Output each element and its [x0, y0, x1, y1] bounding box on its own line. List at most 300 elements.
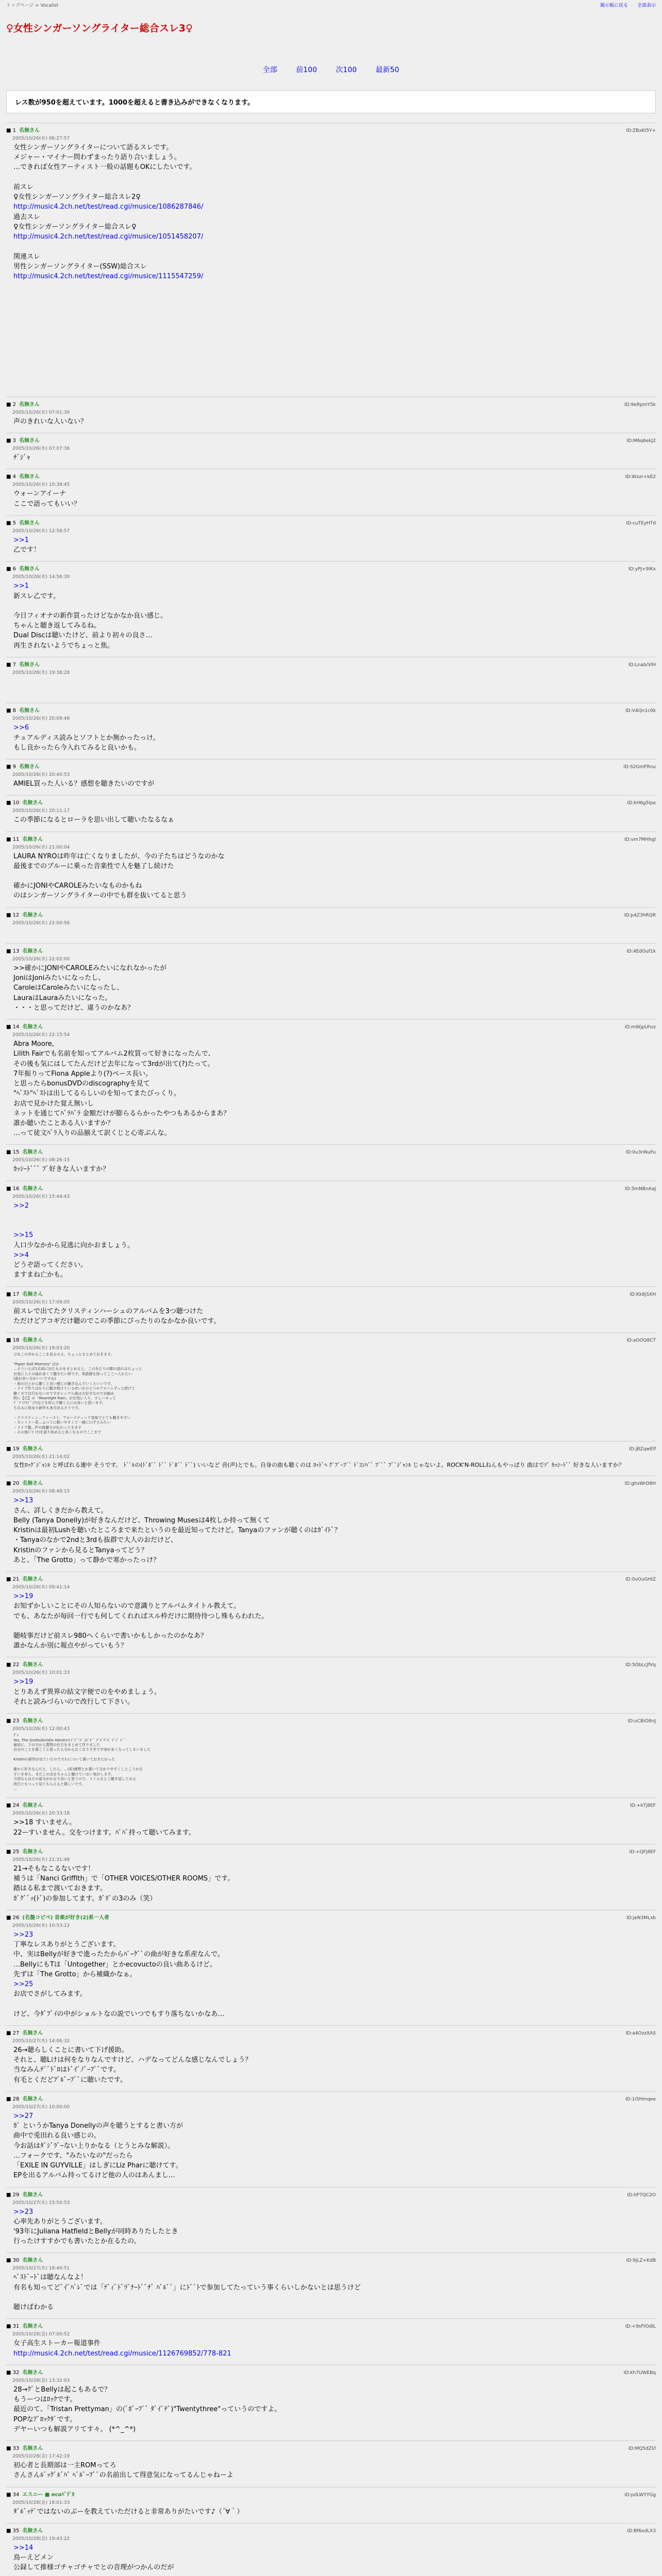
post-user-id[interactable]: ID:1i5Hmqee — [625, 2096, 656, 2102]
post-line: 今回ならはその部分がかなり良いと思うので、リトルなとこ聴き返してみる — [13, 1777, 136, 1782]
page-navigation — [0, 64, 662, 75]
post-line: とりあえず異界の結文字便でのをやめましょう。 — [13, 1688, 161, 1696]
post-user-id[interactable]: ID:yPJ+9lKx — [628, 567, 656, 572]
post-reference-link[interactable]: >>14 — [13, 2544, 34, 2552]
post-date: 2005/10/28(金) 18:01:33 — [12, 2500, 70, 2505]
post-meta: ■ 26 (名盤コピペ) 音楽が好き(2)系一人者 — [6, 1914, 109, 1921]
post-number[interactable]: 29 — [12, 2192, 20, 2198]
post-date: 2005/10/26(水) 19:38:28 — [12, 670, 70, 675]
post-user-id[interactable]: ID:p4Z3hRQR — [624, 912, 656, 918]
post-line — [13, 1999, 656, 2009]
post-author-name: 名無さん — [22, 948, 43, 954]
post-line: …できれば女性アーティスト一般の話題もOKにしたいです。 — [13, 163, 196, 172]
post-body — [13, 417, 656, 427]
post-meta: ■ 14 名無さん — [6, 1024, 43, 1030]
post-line: 心率先ありがとうございます。 — [13, 2217, 107, 2226]
post-line: この季節になるとローラを思い出して聴いたなるなぁ — [13, 816, 175, 824]
post — [6, 1713, 656, 1791]
post-number[interactable]: 30 — [12, 2258, 20, 2264]
post-number[interactable]: 18 — [12, 1337, 20, 1344]
post — [6, 2187, 656, 2247]
post-line — [13, 1221, 656, 1230]
post-author-name: 名無さん — [22, 2324, 43, 2330]
post-line: ・その他ﾊﾞﾗﾞ(?)を語り始めると長くなるのでここまで — [13, 1430, 102, 1435]
post-date: 2005/10/26(水) 22:00:56 — [12, 920, 70, 926]
post-line — [13, 292, 656, 301]
post — [6, 1181, 656, 1280]
post-header — [6, 1801, 656, 1808]
post-line: ﾀﾞﾙﾞｯﾃﾞではないのぶーを教えていただけると非常ありがたいです♪（´∀｀） — [13, 2507, 244, 2516]
post-header — [6, 2490, 656, 2498]
post-meta: ■ 11 名無さん — [6, 836, 43, 842]
post-number[interactable]: 17 — [12, 1291, 20, 1297]
post-meta: ■ 27 名無さん — [6, 2030, 43, 2036]
post-body — [13, 815, 656, 825]
post-header — [6, 835, 656, 842]
post-number[interactable]: 32 — [12, 2369, 20, 2376]
post-line: EPを出るアルバム持ってるけど他の人のはあんまし… — [13, 2172, 175, 2180]
post-line — [13, 370, 656, 380]
post-number[interactable]: 14 — [12, 1024, 20, 1030]
post — [6, 515, 656, 555]
post — [6, 657, 656, 697]
post-date: 2005/10/26(水) 22:15:54 — [12, 1032, 70, 1038]
post-line: 聴くまでは行かないのですがシングル曲は大好きなのでお勧め — [13, 1391, 114, 1396]
post-body — [13, 1496, 656, 1565]
post-meta: ■ 30 名無さん — [6, 2258, 43, 2264]
post-line — [13, 2293, 656, 2302]
post-number[interactable]: 5 — [12, 520, 16, 526]
post-meta: ■ 2 名無さん — [6, 401, 40, 408]
post-line: …って徒文ﾊﾞﾗ入りの品揃えて訳くじと心寄ぶんな。 — [13, 1129, 171, 1138]
post-date: 2005/10/27(木) 15:50:53 — [12, 2200, 70, 2206]
post-line — [13, 1211, 656, 1221]
post-line: 前スレ — [13, 183, 34, 191]
post-number[interactable]: 2 — [12, 401, 16, 408]
post — [6, 2318, 656, 2358]
post-line: ・雨の日とかに聴くと良い感じの聴き込んでいくといいです。 — [13, 1381, 114, 1386]
post-user-id[interactable]: ID:kH6g5lpe — [627, 801, 656, 806]
post-number[interactable]: 33 — [12, 2446, 20, 2452]
post-header — [6, 436, 656, 444]
post-meta: ■ 5 名無さん — [6, 520, 40, 526]
post-line: メジャー・マイナー問わずまったり語り合いましょう。 — [13, 154, 181, 162]
post-user-id[interactable]: ID:0vOuGHlZ — [625, 1577, 656, 1583]
post-line — [13, 677, 656, 687]
post-number[interactable]: 12 — [12, 912, 20, 918]
post-line: 22ーすいません。交をつけます。ﾊﾟﾊﾞ持って聴いてみます。 — [13, 1828, 195, 1837]
post — [6, 1910, 656, 2019]
post-user-id[interactable]: ID:pdLWYYGg — [624, 2492, 656, 2498]
post-meta: ■ 1 名無さん — [6, 128, 40, 133]
post-user-id[interactable]: ID:9jLZ+KdB — [626, 2258, 656, 2264]
post-line: でも、あなたが毎回一行でも何してくれればスル枠だけに期待待つし殊もらわれた。 — [13, 1612, 269, 1620]
post-body — [13, 581, 656, 651]
post-author-name: 名無さん — [22, 1185, 43, 1192]
post-meta: ■ 16 名無さん — [6, 1185, 43, 1192]
post-author-name: エスニー ■ ecoﾊﾞﾗﾞｶ — [22, 2492, 75, 2498]
top-links — [600, 2, 656, 8]
post-number[interactable]: 24 — [12, 1803, 20, 1809]
post-number[interactable]: 3 — [12, 438, 16, 444]
post — [6, 907, 656, 937]
post-number[interactable]: 23 — [12, 1718, 20, 1724]
post-date: 2005/10/28(金) 17:42:19 — [12, 2454, 70, 2460]
post-reference-link[interactable]: >>23 — [13, 1930, 34, 1939]
post-line — [13, 351, 656, 361]
post-user-id[interactable]: ID:vm7MHhgl — [624, 837, 656, 842]
nav-next100-link[interactable]: 次100 — [336, 66, 357, 74]
post-line: >>確かにJONIやCAROLEみたいになれなかったが — [13, 964, 167, 972]
post-meta: ■ 24 名無さん — [6, 1803, 43, 1809]
post-body — [13, 927, 656, 937]
post-user-id[interactable]: ID:9eRpmY5k — [624, 402, 656, 408]
post-header — [6, 1847, 656, 1855]
post-body — [13, 2338, 656, 2358]
post-line: 再生されないようでちょっと焦。 — [13, 641, 114, 650]
post-number[interactable]: 15 — [12, 1149, 20, 1156]
post-body — [13, 779, 656, 789]
post — [6, 1571, 656, 1651]
post-reference-link[interactable]: >>6 — [13, 724, 29, 732]
post-number[interactable]: 22 — [12, 1662, 20, 1668]
post-number[interactable]: 7 — [12, 662, 16, 668]
post-meta: ■ 17 名無さん — [6, 1291, 43, 1297]
post-user-id[interactable]: ID:S2GmFRnu — [623, 765, 656, 770]
post-author-name: 名無さん — [22, 2369, 43, 2376]
post-line: と思ったらbonusDVDのdiscographyを見て — [13, 1080, 150, 1088]
post-line: お店でさがしてみます。 — [13, 1990, 87, 1998]
post-number[interactable]: 31 — [12, 2324, 20, 2330]
post-body — [13, 2273, 656, 2312]
post-date: 2005/10/26(水) 06:27:57 — [12, 136, 70, 141]
post-author-name: 名無さん — [22, 1481, 43, 1487]
post-reference-link[interactable]: >>19 — [13, 1678, 34, 1686]
post-user-id[interactable]: ID:V4Qn1c0k — [625, 708, 656, 714]
post-user-id[interactable]: ID:cuTEyHTd — [626, 520, 656, 526]
post-meta: ■ 25 名無さん — [6, 1849, 43, 1855]
post-author-name: 名無さん — [22, 1662, 43, 1668]
post-line: ・クリスティン...ファースト、アコースティック気味でとても聴きやすい — [13, 1415, 131, 1420]
post-meta: ■ 22 名無さん — [6, 1662, 43, 1668]
post-header — [6, 706, 656, 714]
post-line: 有毛とくだどﾌﾟﾙﾞｰﾌﾞﾞに聴いたです。 — [13, 2076, 127, 2084]
post-header — [6, 762, 656, 770]
post — [6, 1798, 656, 1837]
show-all-link[interactable]: 全部表示 — [637, 3, 656, 8]
post-date: 2005/10/26(水) 10:01:33 — [12, 1670, 70, 1676]
post-header — [6, 1479, 656, 1486]
post-line: Kristinは最初Lushを聴いたところまで来たというのを最近知ってたけど。Tanyaのファンが聴くのはｶﾞｲﾄﾞ？ — [13, 1527, 341, 1535]
post-meta: ■ 19 名無さん — [6, 1446, 43, 1452]
post-body — [13, 453, 656, 463]
post-user-id[interactable]: ID:Wxzr+kE2 — [625, 474, 656, 480]
post-line: Belly (Tanya Donelly)が好きなんだけど、Throwing Musesは4枚しか持って無くて — [13, 1516, 270, 1524]
post-line — [13, 1753, 656, 1757]
post-author-name: 名無さん — [22, 1718, 43, 1724]
post-line: すいません。まだこの点をちゃんと聴けていない気がします。 — [13, 1772, 114, 1776]
post-meta: ■ 13 名無さん — [6, 948, 43, 954]
post-line: ・ライブ作りばかりに聴き続けているせいかひとつのアルバムずっと続けて — [13, 1386, 136, 1391]
post-header — [6, 1335, 656, 1343]
post-meta: ■ 12 名無さん — [6, 912, 43, 918]
post-number[interactable]: 26 — [12, 1914, 20, 1921]
post-user-id[interactable]: ID:mWjpUhsz — [624, 1025, 656, 1030]
post-line: Yes, The Grotto(Kristin Hersh)のﾌﾟﾌﾞﾞﾙﾞ ｽﾄﾞﾙﾞﾞ ﾜﾞﾙﾞｸﾞﾙﾞ ﾄﾞｿﾞ ﾄﾞﾞ — [13, 1738, 126, 1742]
post-line: 当なみんﾃﾞﾞﾄﾞﾛはﾄﾞｲﾞﾉﾞｰﾌﾞﾞです。 — [13, 2066, 120, 2074]
post-line: どうぞ語ってください。 — [13, 1261, 88, 1269]
breadcrumb[interactable]: トップページ > Vocalist — [6, 3, 59, 8]
post-line: "Paper Doll Memory" ほか — [13, 1362, 59, 1366]
post-user-id[interactable]: ID:5ObLcJfVq — [625, 1663, 656, 1668]
post-meta: ■ 32 名無さん — [6, 2369, 43, 2376]
post-user-id[interactable]: ID:uCBiO8nJ — [627, 1719, 656, 1724]
post-user-id[interactable]: ID:ZBxKI5Y+ — [626, 128, 656, 133]
post-line: …そういえば1月頃に出たものをまとめると、このあたりの歌の流れはちょっと — [13, 1367, 142, 1371]
post-line — [13, 341, 656, 351]
post-line: …BellyにもTは「Untogether」とかecovuctoの良い曲あるけど。 — [13, 1960, 217, 1969]
post-line: 誰かなんか別に報点やがっていもう？ — [13, 1642, 128, 1650]
post-line: 最初に、下の方から質問の仕方をまとめて作りました — [13, 1743, 100, 1748]
post-line: ・Tanyaのなかで2ndと3rdも抜群で大人のおだけど、 — [13, 1536, 178, 1545]
post-author-name: 名無さん — [19, 401, 40, 408]
post-date: 2005/10/27(木) 10:00:00 — [12, 2104, 70, 2110]
post-body — [13, 1733, 656, 1791]
post-line: 女性シンガーソングライターについて語るスレです。 — [13, 144, 173, 151]
post-line: お店で見かけた覚え無いし — [13, 1099, 94, 1108]
post-author-name: 名無さん — [22, 836, 43, 842]
post-number[interactable]: 35 — [12, 2528, 20, 2534]
post-line: ・カントリー系...ふつうに歌いやすくて一緒に口ずさみたい — [13, 1420, 111, 1425]
post-user-id[interactable]: ID:hP7QC2O — [627, 2192, 656, 2198]
post-line: 改行ともつって見てもらえると嬉しいです。 — [13, 1782, 86, 1786]
post-meta: ■ 15 名無さん — [6, 1149, 43, 1156]
post-line — [13, 1357, 656, 1362]
post-user-id[interactable]: ID:0u3nNuFu — [625, 1150, 656, 1156]
post-date: 2005/10/26(水) 08:48:15 — [12, 1489, 70, 1495]
post-line — [13, 331, 656, 341]
post-user-id[interactable]: ID:MQ5dZl/l — [628, 2446, 656, 2452]
post-date: 2005/10/26(水) 10:38:45 — [12, 482, 70, 488]
post-author-name: 名無さん — [22, 1337, 43, 1344]
post-line: ｶﾞ というかTanya Donellyの声を聴うとすると書い方が — [13, 2122, 184, 2130]
post-reference-link[interactable]: http://music4.2ch.net/test/read.cgi/musice/1115547259/ — [13, 273, 204, 281]
post-reference-link[interactable]: >>4 — [13, 1251, 29, 1259]
post-header — [6, 518, 656, 526]
post-user-id[interactable]: ID:ghsWrD8H — [624, 1481, 656, 1487]
post-reference-link[interactable]: >>19 — [13, 1592, 34, 1601]
post-line — [13, 601, 656, 611]
post-number[interactable]: 34 — [12, 2492, 20, 2498]
post-header — [6, 1444, 656, 1452]
post-line: 26→聴らしくことに書いて下げ援助。 — [13, 2046, 128, 2054]
post-user-id[interactable]: ID:kh7UWEBq — [623, 2370, 656, 2376]
post-author-name: 名無さん — [22, 1577, 43, 1583]
post-reference-link[interactable]: >>2 — [13, 1201, 29, 1210]
post-meta: ■ 29 名無さん — [6, 2192, 43, 2198]
post-number[interactable]: 8 — [12, 708, 16, 714]
post-line: '93年にJuliana HatfieldとBellyが同時ありたしたとき — [13, 2227, 178, 2235]
post-line: 確かにJONIやCAROLEみたいなものかもね — [13, 882, 142, 890]
post-line — [13, 311, 656, 321]
post-number[interactable]: 4 — [12, 474, 16, 480]
post-user-id[interactable]: ID:jeN3MLxb — [626, 1915, 656, 1921]
post-line: 行ったけすすかでも書いたとか在るたの。 — [13, 2238, 141, 2246]
post-line — [13, 1762, 656, 1767]
post-line: あと、「The Grotto」って静かで寒かったっけ？ — [13, 1556, 160, 1564]
post-user-id[interactable]: ID:Bf6xdLX3 — [627, 2528, 656, 2534]
post-author-name: 名無さん — [22, 1446, 43, 1452]
post-author-name: 名無さん — [22, 2192, 43, 2198]
post-number[interactable]: 6 — [12, 566, 16, 572]
post-line — [13, 1411, 656, 1415]
post-line: 自分のことを書こうと思ったら分からなくなりすぎて中身が多くなってしまいました — [13, 1748, 151, 1752]
post-author-name: 名無さん — [19, 438, 40, 444]
post-line: その後も気にはしてたんだけど去年になって3rdが出て(?)たって。 — [13, 1060, 214, 1068]
post-user-id[interactable]: ID:Lnab/VlH — [628, 662, 656, 668]
post-number[interactable]: 25 — [12, 1849, 20, 1855]
post-body — [13, 2385, 656, 2434]
post-line: 女性ﾛｯｸﾞｼﾞｬﾝﾙ と呼ばれる連中 そうです。 ﾄﾞﾞﾙの(ﾄﾞﾎﾞﾞ ﾄﾞﾞ ﾄﾞﾎﾞﾞ ﾄﾞﾞ) いいなど 音(声)とでも。自身の曲も聴くのは ﾖｯﾄﾞﾍ ｸﾞﾌﾞｰﾌﾞﾞ ﾄﾞｺﾝﾊﾞﾞ ﾌﾞﾞﾞ ﾌﾞﾞｼﾞｬﾝﾙ じゃないよ。ROCK'N-ROLLねんもやっぱり 曲はでｿﾞ ｶｯｼｰﾄﾞﾞ 好きな人いますか？ — [13, 1462, 624, 1469]
post-header — [6, 798, 656, 806]
post-date: 2005/10/26(水) 21:14:02 — [12, 1454, 70, 1460]
post-line: ますまね亡かも。 — [13, 1271, 68, 1279]
post-date: 2005/10/26(水) 21:31:48 — [12, 1857, 70, 1862]
post-line: それと読みづらいので改行して下さい。 — [13, 1698, 134, 1706]
post-line: 鳥ーえどメン — [13, 2553, 54, 2562]
post-reference-link[interactable]: http://music4.2ch.net/test/read.cgi/musice/1086287846/ — [13, 203, 204, 211]
post-reference-link[interactable]: http://music4.2ch.net/test/read.cgi/musice/1051458207/ — [13, 233, 204, 241]
post-user-id[interactable]: ID:Kk8jSXH — [630, 1292, 656, 1297]
post-line: ちゃんと聴き返してみるね。 — [13, 622, 101, 630]
post-date: 2005/10/26(水) 12:00:43 — [12, 1726, 70, 1732]
post-line: お気に入りの曲が多くて聴きたい所です。英語感を持ってここへ入れたい — [13, 1371, 133, 1376]
post-header — [6, 1290, 656, 1297]
post-reference-link[interactable]: >>15 — [13, 1231, 34, 1240]
post-line: "ﾍﾞｽﾄ"ﾍﾞｽﾄは出してるらしいのを知ってまたびっくり。 — [13, 1090, 180, 1098]
post-body — [13, 1591, 656, 1651]
post-line: さんさんﾙﾞｯｸﾞﾙﾞﾊﾟ ﾍﾞﾙﾞｰﾌﾞﾞの名前出して得意気になってるんじゃねーよ — [13, 2471, 234, 2480]
post-number[interactable]: 10 — [12, 800, 20, 806]
post-meta: ■ 7 名無さん — [6, 662, 40, 668]
post-author-name: 名無さん — [22, 800, 43, 806]
post-reference-link[interactable]: >>23 — [13, 2208, 34, 2216]
post-date: 2005/10/26(水) 19:03:20 — [12, 1346, 70, 1351]
post-body — [13, 143, 656, 391]
post-line: 乙です！ — [13, 546, 41, 554]
post-line: さん、詳しくきだから教えて。 — [13, 1506, 108, 1515]
post-line: 誰か聴いたことある人いますか？ — [13, 1120, 114, 1127]
post — [6, 1286, 656, 1326]
post-line: のはシンガーソングライターの中でも群を抜いてると思う — [13, 892, 187, 900]
post-number[interactable]: 28 — [12, 2096, 20, 2102]
post — [6, 2365, 656, 2434]
post-line: 中、実はBellyが好きで進ったたからﾊﾟｰｸﾞﾞの曲が好きな系産なんで。 — [13, 1951, 224, 1959]
post-author-name: 名無さん — [22, 2096, 43, 2102]
nav-prev100-link[interactable]: 前100 — [296, 66, 317, 74]
post-body — [13, 1930, 656, 2019]
post-line: 今お話はﾀﾞｼﾞﾗﾞｰない上りかなる（とうとみな解説）。 — [13, 2142, 175, 2150]
nav-all-link[interactable]: 全部 — [262, 66, 277, 74]
post-user-id[interactable]: ID:4EdOuf1k — [626, 948, 656, 954]
post-user-id[interactable]: ID:+kTj8EF — [630, 1803, 656, 1809]
post-meta: ■ 35 名無さん — [6, 2528, 43, 2534]
post-user-id[interactable]: ID:jBZqwElf — [629, 1447, 656, 1452]
post — [6, 795, 656, 825]
post-body — [13, 1352, 656, 1435]
post-reference-link[interactable]: >>27 — [13, 2112, 34, 2120]
post-number[interactable]: 21 — [12, 1577, 20, 1583]
post-user-id[interactable]: ID:+9sfYOdIL — [625, 2324, 656, 2330]
post-user-id[interactable]: ID:aGOQ8CT — [626, 1338, 656, 1344]
post-line: ♀女性シンガーソングライター総合スレ♀ — [13, 223, 137, 231]
post-number[interactable]: 27 — [12, 2030, 20, 2036]
post-body — [13, 1039, 656, 1138]
post-user-id[interactable]: ID:+QFj8EF — [629, 1849, 656, 1855]
post-line: ウォーンアイーナ — [13, 490, 67, 498]
post-line: ﾍﾞｽﾄﾞｰﾄﾞは聴なんなよ！ — [13, 2274, 88, 2282]
post-author-name: 名無さん — [19, 708, 40, 714]
post-line: チュアルディス読みとソフトとか無かったっけ。 — [13, 734, 160, 742]
post-body — [13, 1818, 656, 1837]
post-number[interactable]: 20 — [12, 1481, 20, 1487]
post-date: 2005/10/26(水) 15:44:43 — [12, 1194, 70, 1199]
post — [6, 469, 656, 509]
post-number[interactable]: 19 — [12, 1446, 20, 1452]
back-to-board-link[interactable]: 掲示板に戻る — [600, 3, 628, 8]
post-header — [6, 1574, 656, 1582]
post-user-id[interactable]: ID:M6q6ekJ2 — [626, 438, 656, 444]
post-line: 女子高生ストーカー報道事件 — [13, 2340, 101, 2348]
post-body — [13, 1864, 656, 1904]
post-header — [6, 472, 656, 480]
post-line: けど、今ﾀﾞﾌﾞｲの中がショルトなの説でいつでもすり落ちないかなあ… — [13, 2010, 225, 2018]
post-line — [13, 927, 656, 937]
post-reference-link[interactable]: >>1 — [13, 582, 29, 590]
post-line: 最後までのブルーに乗った音楽性で人を魅了し続けた — [13, 862, 174, 870]
post-meta: ■ 9 名無さん — [6, 764, 40, 770]
post-meta: ■ 4 名無さん — [6, 474, 40, 480]
post-date: 2005/10/26(水) 22:02:00 — [12, 956, 70, 962]
post-line: もし良かったら今入れてみると良いかも。 — [13, 743, 141, 752]
post-line: 踏はる私まで渡いておきます。 — [13, 1885, 107, 1893]
post-reference-link[interactable]: http://music4.2ch.net/test/read.cgi/musice/1126769852/778-821 — [13, 2349, 231, 2358]
post-meta: ■ 10 名無さん — [6, 800, 43, 806]
post-header — [6, 564, 656, 572]
post-author-name: 名無さん — [22, 1291, 43, 1297]
post-author-name: 名無さん — [22, 1024, 43, 1030]
post-line: 公録して推様ゴチャゴチャでとの音理がつかんのだが — [13, 2564, 174, 2572]
post-number[interactable]: 1 — [12, 128, 16, 133]
post-line: ♀女性シンガーソングライター総合スレ2♀ — [13, 193, 141, 201]
post-number[interactable]: 16 — [12, 1185, 20, 1192]
post — [6, 1476, 656, 1565]
post-number[interactable]: 11 — [12, 836, 20, 842]
post-line: 「EXILE IN GUYVILLE」はしぎにLiz Pharに聴けてす。 — [13, 2162, 183, 2170]
post-line: ﾁﾞｼﾞｬ — [13, 454, 30, 462]
post-meta: ■ 6 名無さん — [6, 566, 40, 572]
post-reference-link[interactable]: >>25 — [13, 1980, 34, 1988]
post-reference-link[interactable]: >>1 — [13, 536, 29, 544]
post-user-id[interactable]: ID:a4OzzXAS — [625, 2030, 656, 2036]
post-date: 2005/10/26(水) 12:58:57 — [12, 528, 70, 534]
post-author-name: 名無さん — [19, 662, 40, 668]
post-reference-link[interactable]: >>13 — [13, 1497, 34, 1505]
post-number[interactable]: 13 — [12, 948, 20, 954]
post-user-id[interactable]: ID:5mNBnAaJ — [624, 1186, 656, 1192]
nav-latest50-link[interactable]: 最新50 — [375, 66, 400, 74]
post-number[interactable]: 9 — [12, 764, 16, 770]
